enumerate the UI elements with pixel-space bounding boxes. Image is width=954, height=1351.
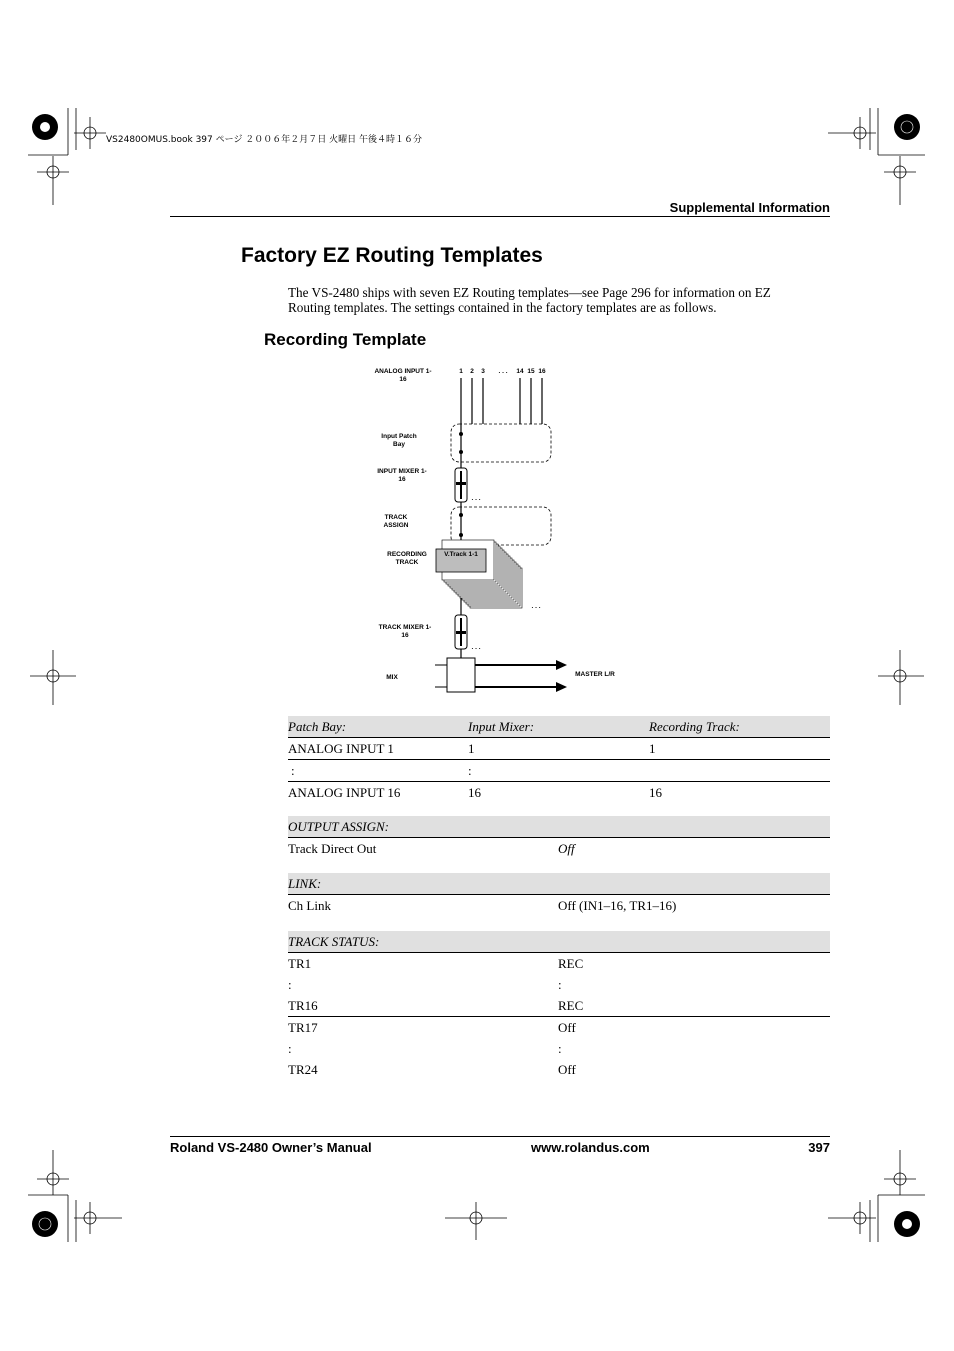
table-header-row	[288, 931, 830, 953]
master-label: MASTER L/R	[575, 671, 615, 678]
output-assign-table	[288, 816, 830, 859]
channel-label-14: 14	[516, 368, 524, 375]
table-cell: :	[468, 763, 472, 778]
dots-label: . . .	[531, 603, 541, 610]
table-header-row	[288, 873, 830, 895]
channel-label-2: 2	[470, 368, 474, 375]
table-cell: TR24	[288, 1062, 318, 1077]
section-subtitle: Recording Template	[264, 330, 427, 349]
table-cell: REC	[558, 998, 584, 1013]
table-cell: Track Direct Out	[288, 841, 377, 856]
footer-rule	[170, 1136, 830, 1137]
table-cell: 1	[468, 741, 475, 756]
table-cell: Off (IN1–16, TR1–16)	[558, 898, 677, 913]
table-row	[288, 974, 830, 995]
track-mixer-label: TRACK MIXER 1-16	[378, 624, 432, 639]
dots-label: . . .	[471, 644, 481, 651]
table-row	[288, 1038, 830, 1059]
input-mixer-label: INPUT MIXER 1-16	[377, 468, 427, 483]
table-row	[288, 738, 830, 760]
page-number: 397	[808, 1140, 830, 1155]
table-cell: ANALOG INPUT 1	[288, 741, 394, 756]
table-cell: :	[288, 977, 292, 992]
table-cell: :	[558, 1041, 562, 1056]
channel-label-3: 3	[481, 368, 485, 375]
table-row	[288, 760, 830, 782]
recording-track-label: RECORDING TRACK	[387, 551, 427, 566]
table-cell: Off	[558, 1062, 576, 1077]
patch-table	[288, 716, 830, 803]
mix-label: MIX	[386, 674, 398, 681]
vtrack-label: V.Track 1-1	[444, 551, 478, 558]
table-cell: :	[288, 1041, 292, 1056]
table-cell: 16	[468, 785, 481, 800]
track-status-table	[288, 931, 830, 1080]
page-title: Factory EZ Routing Templates	[241, 244, 543, 267]
table-row	[288, 782, 830, 803]
footer-manual-title: Roland VS-2480 Owner’s Manual	[170, 1140, 372, 1155]
table-cell: :	[291, 763, 295, 778]
intro-paragraph: The VS-2480 ships with seven EZ Routing templates—see Page 296 for information on EZ Routing templates. The settings contained in the factory templates are as follows.	[288, 285, 771, 315]
table-row	[288, 895, 830, 916]
print-info: VS2480OMUS.book 397 ページ ２００６年２月７日 火曜日 午後４時１６分	[106, 135, 423, 145]
table-row	[288, 1017, 830, 1038]
table-cell: 16	[649, 785, 662, 800]
channel-label-16: 16	[538, 368, 546, 375]
column-header: Recording Track:	[649, 719, 740, 734]
column-header: OUTPUT ASSIGN:	[288, 819, 390, 834]
table-cell: Ch Link	[288, 898, 331, 913]
column-header: LINK:	[288, 876, 322, 891]
table-row	[288, 953, 830, 974]
channel-label-1: 1	[459, 368, 463, 375]
table-cell: TR17	[288, 1020, 318, 1035]
table-header-row	[288, 816, 830, 838]
table-cell: 1	[649, 741, 656, 756]
table-row	[288, 1059, 830, 1080]
table-header-row	[288, 716, 830, 738]
table-cell: ANALOG INPUT 16	[288, 785, 401, 800]
footer-url: www.rolandus.com	[531, 1140, 650, 1155]
channel-label-15: 15	[527, 368, 535, 375]
header-rule	[170, 216, 830, 217]
dots-label: . . .	[471, 495, 481, 502]
channel-label-dots: . . .	[498, 368, 508, 375]
column-header: Input Mixer:	[468, 719, 535, 734]
table-cell: Off	[558, 1020, 576, 1035]
table-row	[288, 995, 830, 1017]
column-header: Patch Bay:	[288, 719, 347, 734]
table-cell: :	[558, 977, 562, 992]
table-row	[288, 838, 830, 859]
input-patch-bay-label: Input Patch Bay	[381, 433, 417, 448]
table-cell: TR1	[288, 956, 312, 971]
section-label: Supplemental Information	[669, 200, 830, 215]
track-assign-label: TRACK ASSIGN	[383, 514, 409, 529]
table-cell: TR16	[288, 998, 318, 1013]
table-cell: Off	[558, 841, 575, 856]
link-table	[288, 873, 830, 916]
table-cell: REC	[558, 956, 584, 971]
analog-input-label: ANALOG INPUT 1-16	[374, 368, 432, 383]
column-header: TRACK STATUS:	[288, 934, 380, 949]
routing-diagram	[370, 362, 650, 702]
